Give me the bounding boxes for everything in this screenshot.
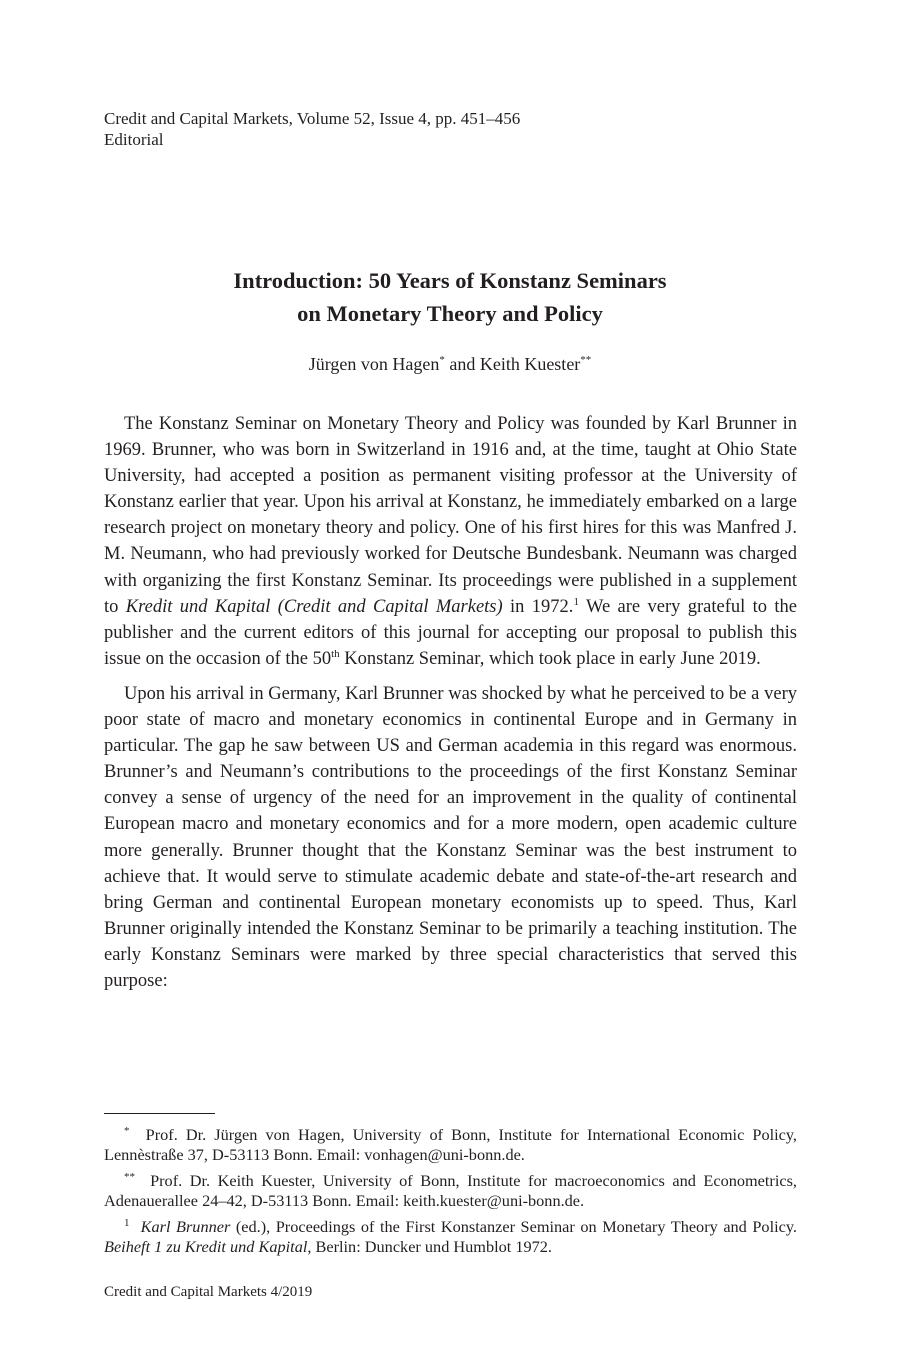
footnote <box>104 1217 797 1257</box>
section-label: Editorial <box>104 130 164 149</box>
author-footnote-marker: ** <box>580 354 592 366</box>
article-body <box>104 411 797 994</box>
body-paragraph: Upon his arrival in Germany, Karl Brunner was shocked by what he perceived to be a very poor state of macro and monetary economics in continental Europe and in Germany in particular. The gap he saw between US and German academia in this regard was enormous. Brunner’s and Neumann’s contributions to the proceedings of the first Konstanz Seminar convey a sense of urgency of the need for an improvement in the quality of continental European macro and monetary economics and for a more modern, open academic culture more generally. Brunner thought that the Konstanz Seminar was the best instrument to achieve that. It would serve to stimulate academic debate and state-of-the-art research and bring German and continental European monetary economists up to speed. Thus, Karl Brunner originally intended the Konstanz Seminar to be primarily a teaching institution. The early Konstanz Seminars were marked by three special characteristics that served this purpose: <box>104 683 797 991</box>
footnote-text: Prof. Dr. Keith Kuester, University of Bonn, Institute for macroeconomics and Econometrics, Adenauerallee 24–42, D-53113 Bonn. Email: keith.kuester@uni-bonn.de. <box>104 1171 797 1210</box>
author-name: Jürgen von Hagen <box>308 354 440 374</box>
paragraph-text: Konstanz Seminar, which took place in early June 2019. <box>339 648 761 669</box>
ordinal-superscript: th <box>331 647 340 660</box>
footnote-italic: Beiheft 1 zu Kredit und Kapital <box>104 1237 308 1256</box>
footnote-marker: ** <box>124 1170 135 1183</box>
title-line-1: Introduction: 50 Years of Konstanz Seminars <box>233 268 667 293</box>
footnote-marker: 1 <box>124 1216 130 1229</box>
footnote-text: , Berlin: Duncker und Humblot 1972. <box>307 1237 552 1256</box>
journal-header <box>104 108 520 150</box>
footnote-marker: * <box>124 1124 130 1137</box>
journal-citation: Credit and Capital Markets, Volume 52, Issue 4, pp. 451–456 <box>104 109 521 128</box>
footnote-italic: Karl Brunner <box>140 1217 231 1236</box>
author-footnote-marker: * <box>439 354 445 366</box>
footnote-separator <box>104 1113 215 1114</box>
paragraph-text: We are very grateful to the publisher and the current editors of this journal for accepting our proposal to publish this issue on the occasion of the 50 <box>104 596 798 669</box>
author-connector: and <box>444 354 480 374</box>
footnote-text: Prof. Dr. Jürgen von Hagen, University of Bonn, Institute for International Economic Policy, Lennèstraße 37, D-53113 Bonn. Email: vonhagen@uni-bonn.de. <box>104 1125 798 1164</box>
footnote-text: (ed.), Proceedings of the First Konstanzer Seminar on Monetary Theory and Policy. <box>230 1217 797 1236</box>
article-title <box>0 264 900 330</box>
footnotes <box>104 1125 797 1257</box>
paragraph-text: The Konstanz Seminar on Monetary Theory and Policy was founded by Karl Brunner in 1969. Brunner, who was born in Switzerland in 1916 and, at the time, taught at Ohio State University, had accepted a position as permanent visiting professor at the University of Konstanz earlier that year. Upon his arrival at Konstanz, he immediately embarked on a large research project on monetary theory and policy. One of his first hires for this was Manfred J. M. Neumann, who had previously worked for Deutsche Bundesbank. Neumann was charged with organizing the first Konstanz Seminar. Its proceedings were published in a supplement to <box>104 414 797 617</box>
page-footer: Credit and Capital Markets 4/2019 <box>104 1284 313 1300</box>
paragraph-text: in 1972. <box>502 596 574 617</box>
author-line <box>0 352 900 376</box>
footnote <box>104 1125 797 1165</box>
title-line-2: on Monetary Theory and Policy <box>297 301 603 326</box>
footnote-reference: 1 <box>573 595 579 608</box>
body-paragraph <box>104 411 797 672</box>
journal-name-italic: Kredit und Kapital (Credit and Capital Markets) <box>125 596 503 617</box>
footnote <box>104 1171 797 1211</box>
author-name: Keith Kuester <box>479 354 581 374</box>
